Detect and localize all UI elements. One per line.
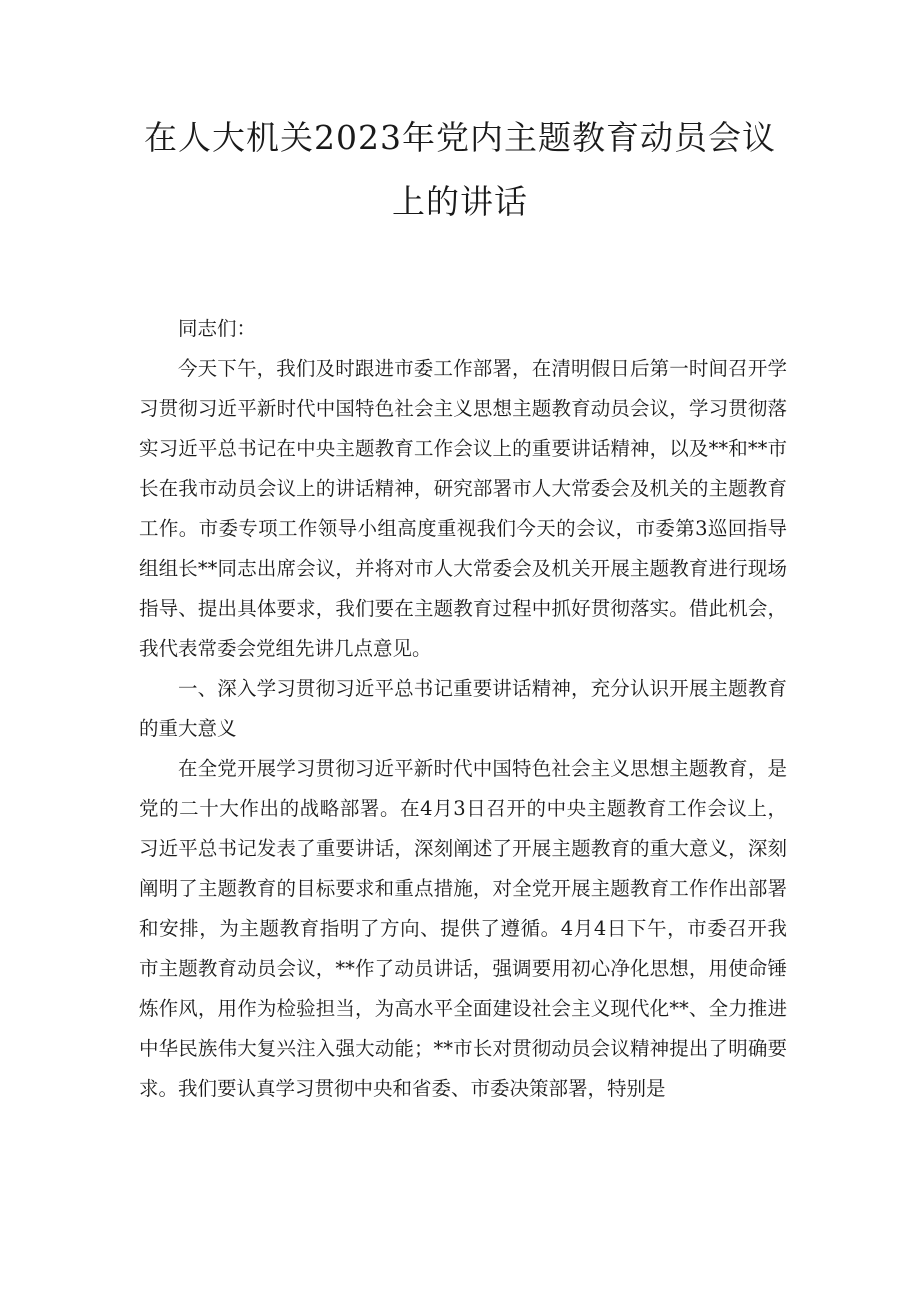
salutation: 同志们：	[178, 317, 257, 340]
section-heading-1: 一、深入学习贯彻习近平总书记重要讲话精神，充分认识开展主题教育的重大意义	[139, 677, 787, 740]
document-title	[120, 106, 800, 234]
paragraph-section-1: 在全党开展学习贯彻习近平新时代中国特色社会主义思想主题教育，是党的二十大作出的战略部署。在4月3日召开的中央主题教育工作会议上，习近平总书记发表了重要讲话，深刻阐述了开展主题教育的重大意义，深刻阐明了主题教育的目标要求和重点措施，对全党开展主题教育工作作出部署和安排，为主题教育指明了方向、提供了遵循。4月4日下午，市委召开我市主题教育动员会议，**作了动员讲话，强调要用初心净化思想，用使命锤炼作风，用作为检验担当，为高水平全面建设社会主义现代化**、全力推进中华民族伟大复兴注入强大动能；**市长对贯彻动员会议精神提出了明确要求。我们要认真学习贯彻中央和省委、市委决策部署，特别是	[139, 757, 787, 1100]
title-line-2: 上的讲话	[392, 182, 528, 221]
document-body	[139, 309, 787, 1109]
title-line-1: 在人大机关2023年党内主题教育动员会议	[144, 118, 776, 157]
paragraph-intro: 今天下午，我们及时跟进市委工作部署，在清明假日后第一时间召开学习贯彻习近平新时代中国特色社会主义思想主题教育动员会议，学习贯彻落实习近平总书记在中央主题教育工作会议上的重要讲话精神，以及**和**市长在我市动员会议上的讲话精神，研究部署市人大常委会及机关的主题教育工作。市委专项工作领导小组高度重视我们今天的会议，市委第3巡回指导组组长**同志出席会议，并将对市人大常委会及机关开展主题教育进行现场指导、提出具体要求，我们要在主题教育过程中抓好贯彻落实。借此机会，我代表常委会党组先讲几点意见。	[139, 357, 787, 660]
